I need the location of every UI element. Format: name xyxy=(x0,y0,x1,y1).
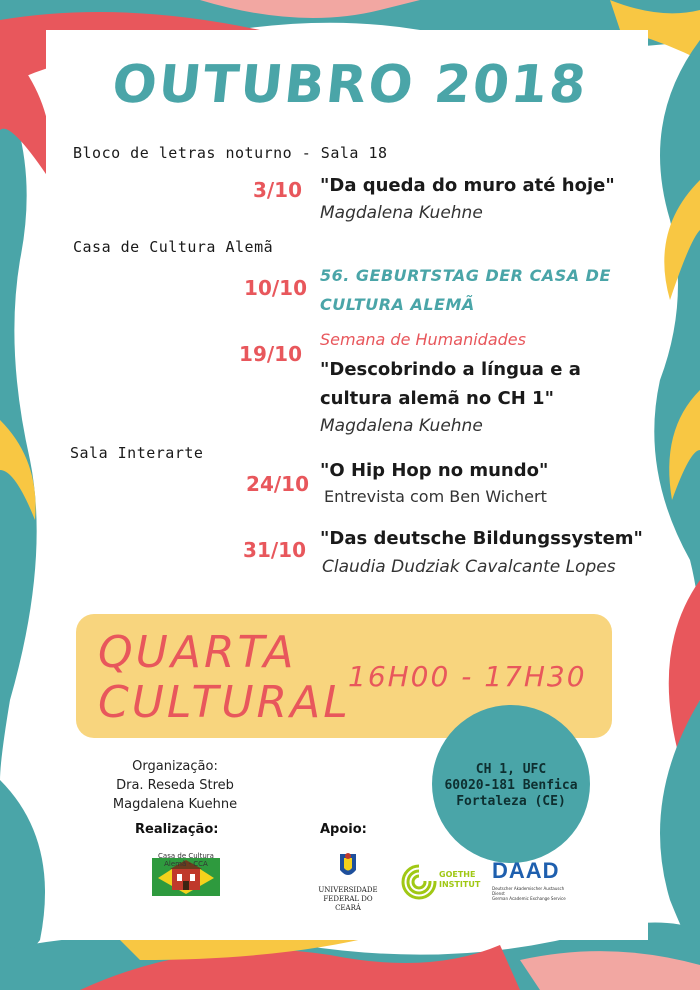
address-line: Fortaleza (CE) xyxy=(456,794,566,809)
daad-logo-line: Deutscher Akademischer Austausch Dienst xyxy=(492,886,565,896)
address-line: 60020-181 Benfica xyxy=(444,778,578,793)
banner-title-line: CULTURAL xyxy=(98,677,351,728)
event-speaker: Claudia Dudziak Cavalcante Lopes xyxy=(322,557,616,577)
goethe-logo xyxy=(401,862,483,902)
event-title xyxy=(320,261,611,319)
event-tag: Semana de Humanidades xyxy=(320,330,526,349)
organization-block xyxy=(100,757,250,814)
realizacao-label: Realização: xyxy=(135,822,219,837)
venue-heading: Sala Interarte xyxy=(70,444,204,462)
goethe-logo-line: GOETHE xyxy=(439,870,476,879)
address-line: CH 1, UFC xyxy=(475,762,547,777)
brush-stroke-teal-right xyxy=(654,40,700,640)
daad-logo-subtitle xyxy=(492,886,572,901)
daad-logo-title: DAAD xyxy=(492,858,560,883)
goethe-logo-line: INSTITUT xyxy=(439,880,481,889)
daad-logo-line: German Academic Exchange Service xyxy=(492,896,566,901)
ufc-logo xyxy=(316,852,380,912)
ufc-crest-icon xyxy=(316,852,380,882)
event-title xyxy=(320,355,581,413)
ufc-logo-line: UNIVERSIDADE xyxy=(318,886,378,894)
ufc-logo-line: FEDERAL DO CEARÁ xyxy=(323,895,373,912)
venue-heading: Bloco de letras noturno - Sala 18 xyxy=(73,144,388,162)
event-date: 19/10 xyxy=(239,342,302,366)
event-title-line: 56. GEBURTSTAG DER CASA DE xyxy=(320,266,611,285)
event-title-line: "Descobrindo a língua e a xyxy=(320,359,581,380)
venue-heading: Casa de Cultura Alemã xyxy=(73,238,274,256)
address-text xyxy=(432,762,590,810)
event-title-line: CULTURA ALEMÃ xyxy=(320,295,475,314)
event-date: 24/10 xyxy=(246,472,309,496)
apoio-label: Apoio: xyxy=(320,822,367,837)
organization-label: Organização: xyxy=(132,759,218,774)
goethe-logo-text xyxy=(439,870,480,890)
event-date: 31/10 xyxy=(243,538,306,562)
event-date: 10/10 xyxy=(244,276,307,300)
banner-time: 16H00 - 17H30 xyxy=(348,660,587,693)
event-speaker: Magdalena Kuehne xyxy=(320,416,483,436)
daad-logo xyxy=(492,858,572,904)
event-subtitle: Entrevista com Ben Wichert xyxy=(324,487,547,506)
event-date: 3/10 xyxy=(252,178,302,202)
event-title: "O Hip Hop no mundo" xyxy=(320,460,549,481)
event-title-line: cultura alemã no CH 1" xyxy=(320,388,554,409)
event-title: "Das deutsche Bildungssystem" xyxy=(320,528,643,549)
cca-logo xyxy=(152,852,220,900)
page-title: OUTUBRO 2018 xyxy=(109,55,591,115)
event-title: "Da queda do muro até hoje" xyxy=(320,175,615,196)
event-speaker: Magdalena Kuehne xyxy=(320,203,483,223)
ufc-logo-text xyxy=(316,886,380,913)
cca-logo-text: Casa de Cultura Alemã - CCA xyxy=(158,852,214,868)
organizer-name: Dra. Reseda Streb xyxy=(116,778,234,793)
organizer-name: Magdalena Kuehne xyxy=(112,797,238,812)
banner-title-line: QUARTA xyxy=(98,627,297,678)
goethe-rings-icon xyxy=(401,864,437,900)
banner-title xyxy=(98,628,351,728)
